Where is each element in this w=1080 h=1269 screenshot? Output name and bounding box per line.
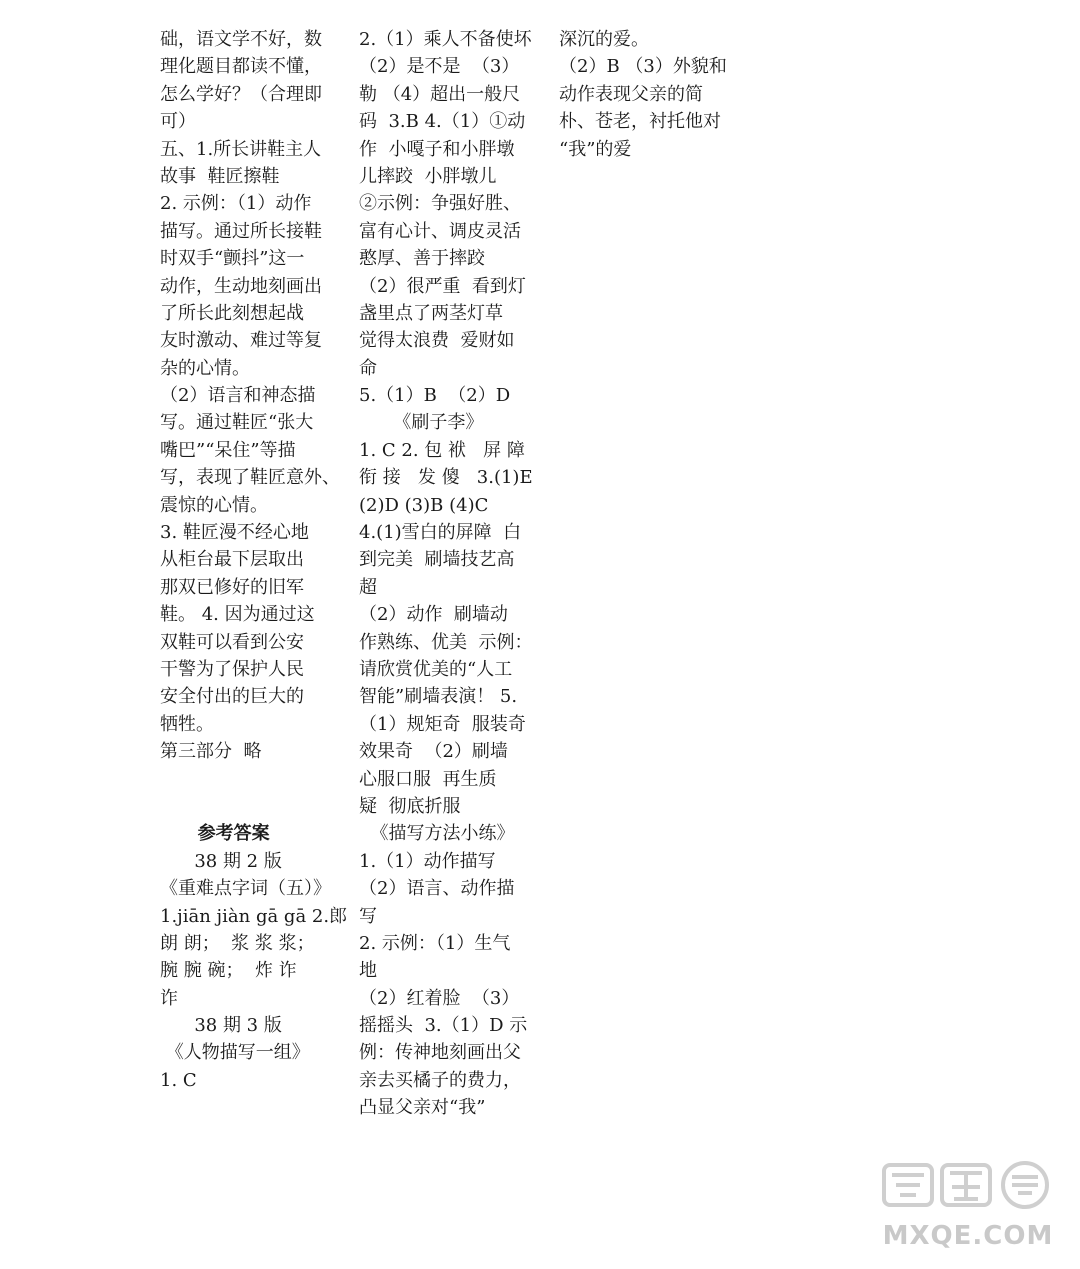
text-line: 参考答案 [160, 823, 270, 845]
text-line: 凸显父亲对“我” [359, 1097, 486, 1119]
text-line: 勒 （4）超出一般尺 [359, 83, 521, 105]
text-line: 双鞋可以看到公安 [160, 631, 304, 653]
text-line: 作熟练、优美 示例： [359, 631, 533, 653]
text-line: 憨厚、善于摔跤 [359, 248, 485, 270]
text-line: （2）动作 刷墙动 [359, 604, 508, 626]
text-line: 震惊的心情。 [160, 494, 268, 516]
text-line: （2）语言和神态描 [160, 385, 316, 407]
text-line: 《描写方法小练》 [359, 823, 515, 845]
text-line: 38 期 3 版 [160, 1015, 282, 1037]
text-line: 可） [160, 111, 196, 133]
text-line: 38 期 2 版 [160, 850, 282, 872]
watermark-logo-icon [882, 1159, 1054, 1211]
text-line [160, 793, 342, 820]
text-line: 效果奇 （2）刷墙 [359, 741, 508, 763]
text-line: 儿摔跤 小胖墩儿 [359, 165, 497, 187]
text-line: （2）很严重 看到灯 [359, 275, 526, 297]
text-line: 亲去买橘子的费力， [359, 1069, 521, 1091]
text-line: （2）B （3）外貌和 [559, 56, 727, 78]
text-line: 1. C [160, 1069, 197, 1091]
text-line: 深沉的爱。 [559, 29, 649, 50]
text-line: 怎么学好？（合理即 [160, 83, 322, 105]
text-line: 写，表现了鞋匠意外、 [160, 467, 340, 489]
text-line: （2）是不是 （3） [359, 56, 520, 78]
text-line: 安全付出的巨大的 [160, 686, 304, 708]
text-line: 动作，生动地刻画出 [160, 275, 322, 297]
text-line: (2)D (3)B (4)C [359, 494, 489, 516]
text-line: 五、1.所长讲鞋主人 [160, 138, 322, 160]
text-line: 时双手“颤抖”这一 [160, 248, 305, 270]
text-line: 牺牲。 [160, 713, 214, 735]
text-line: 干警为了保护人民 [160, 658, 304, 680]
text-line: 朴、苍老，衬托他对 [559, 111, 721, 133]
text-line: 第三部分 略 [160, 741, 262, 763]
text-line: 2. 示例：（1）生气 [359, 932, 511, 954]
text-line: “我”的爱 [559, 138, 632, 160]
text-line: 命 [359, 357, 377, 379]
text-line: 《重难点字词（五）》 [160, 878, 331, 900]
text-line: 摇摇头 3.（1）D 示 [359, 1015, 528, 1037]
text-line: 朗 朗； 浆 浆 浆； [160, 932, 315, 954]
text-line: （1）规矩奇 服装奇 [359, 713, 526, 735]
text-line: 写 [359, 905, 377, 927]
text-line: 描写。通过所长接鞋 [160, 220, 322, 242]
text-line: 动作表现父亲的简 [559, 83, 703, 105]
answer-column-1 [160, 26, 348, 1094]
text-line: 富有心计、调皮灵活 [359, 220, 521, 242]
answer-column-3 [559, 26, 741, 163]
text-line: 5.（1）B （2）D [359, 385, 511, 407]
text-line: 2. 示例：（1）动作 [160, 193, 312, 215]
text-line: 嘴巴”“呆住”等描 [160, 439, 296, 461]
text-line: 4.(1)雪白的屏障 白 [359, 522, 522, 544]
text-line: 1.jiān jiàn gā gā 2.郎 [160, 905, 348, 927]
watermark-brand-mark [880, 1159, 1056, 1211]
watermark-logo [880, 1155, 1056, 1255]
text-line: 心服口服 再生质 [359, 768, 497, 790]
text-line: 3. 鞋匠漫不经心地 [160, 522, 309, 544]
text-line: 《刷子李》 [359, 412, 484, 434]
text-line: （2）红着脸 （3） [359, 987, 520, 1009]
text-line: 超 [359, 576, 377, 598]
text-line: 智能”刷墙表演！ 5. [359, 686, 518, 708]
text-line: 地 [359, 960, 377, 982]
text-line: 1. C 2. 包 袱 屏 障 [359, 439, 525, 461]
text-line: 友时激动、难过等复 [160, 330, 322, 352]
text-line: 《人物描写一组》 [160, 1042, 310, 1064]
text-line: 理化题目都读不懂， [160, 56, 322, 78]
watermark-domain: MXQE.COM [882, 1221, 1054, 1251]
text-line: 2.（1）乘人不备使坏 [359, 29, 532, 50]
text-line: 疑 彻底折服 [359, 795, 461, 817]
text-line: 衔 接 发 傻 3.(1)E [359, 467, 533, 489]
text-line: 1.（1）动作描写 [359, 850, 496, 872]
text-line: 例：传神地刻画出父 [359, 1042, 521, 1064]
text-line: ②示例：争强好胜、 [359, 193, 521, 215]
text-line [160, 766, 342, 793]
answer-column-2 [359, 26, 541, 1122]
text-line: 那双已修好的旧军 [160, 576, 304, 598]
text-line: 了所长此刻想起战 [160, 302, 304, 324]
text-line: 鞋。 4. 因为通过这 [160, 604, 315, 626]
text-line: （2）语言、动作描 [359, 878, 515, 900]
text-line: 从柜台最下层取出 [160, 549, 304, 571]
text-line: 到完美 刷墙技艺高 [359, 549, 515, 571]
text-line: 请欣赏优美的“人工 [359, 658, 513, 680]
text-line: 码 3.B 4.（1）①动 [359, 111, 526, 133]
text-line: 写。通过鞋匠“张大 [160, 412, 314, 434]
text-line: 杂的心情。 [160, 357, 250, 379]
text-line: 觉得太浪费 爱财如 [359, 330, 515, 352]
text-line: 础，语文学不好，数 [160, 29, 322, 50]
text-line: 故事 鞋匠擦鞋 [160, 165, 280, 187]
text-line: 腕 腕 碗； 炸 诈 [160, 960, 297, 982]
text-line: 盏里点了两茎灯草 [359, 302, 503, 324]
text-line: 作 小嘎子和小胖墩 [359, 138, 515, 160]
text-line: 诈 [160, 987, 178, 1009]
